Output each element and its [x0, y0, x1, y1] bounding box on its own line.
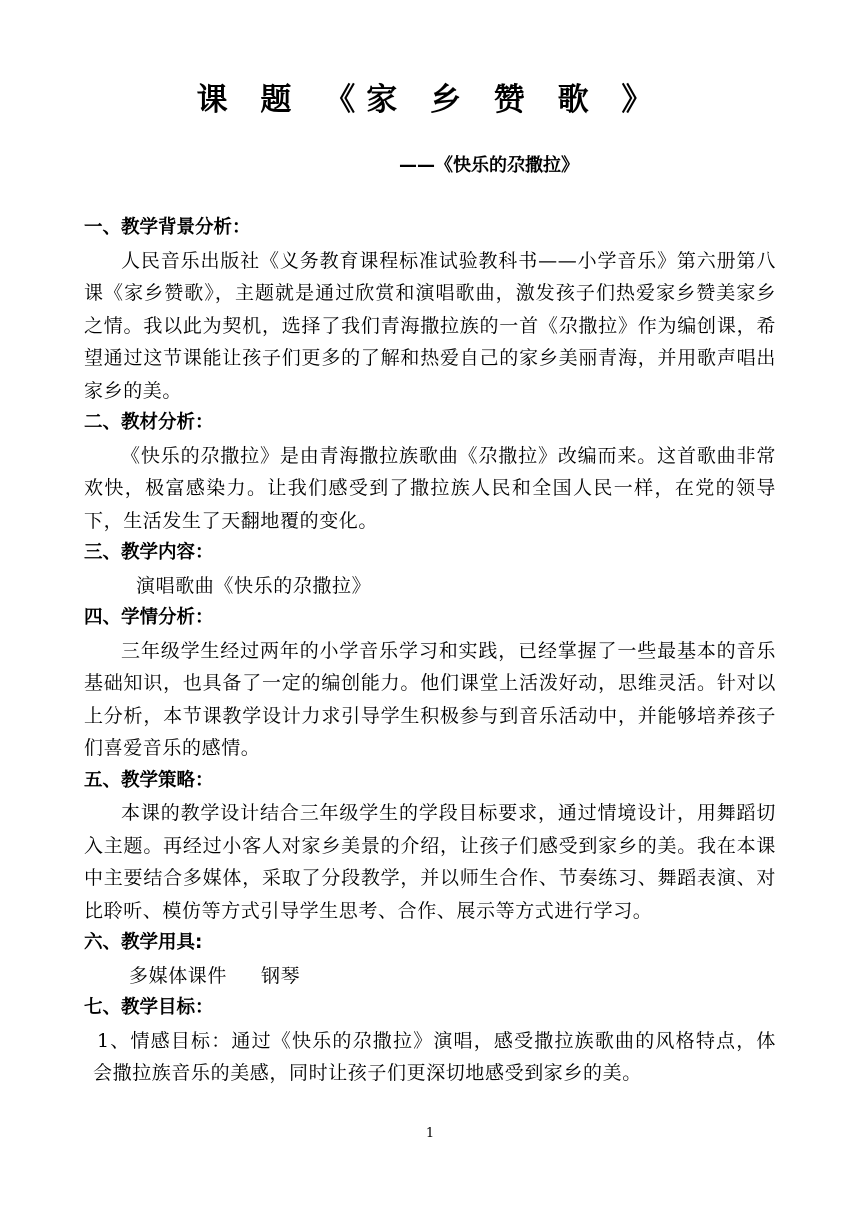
section-paragraph: 《快乐的尕撒拉》是由青海撒拉族歌曲《尕撒拉》改编而来。这首歌曲非常欢快，极富感染力。让我们感受到了撒拉族人民和全国人民一样，在党的领导下，生活发生了天翻地覆的变化。 [84, 444, 776, 532]
document-title: 课 题 《家 乡 赞 歌 》 [196, 82, 664, 118]
section-heading: 五、教学策略： [84, 769, 214, 791]
tool-item: 钢琴 [261, 964, 301, 987]
section-teaching-content [84, 537, 776, 602]
section-line: 演唱歌曲《快乐的尕撒拉》 [136, 574, 372, 597]
document-subtitle: ——《快乐的尕撒拉》 [399, 155, 579, 176]
section-material-analysis [84, 407, 776, 537]
goal-paragraph: 1、情感目标：通过《快乐的尕撒拉》演唱，感受撒拉族歌曲的风格特点，体会撒拉族音乐的美感，同时让孩子们更深切地感受到家乡的美。 [93, 1029, 776, 1084]
section-heading: 二、教材分析： [84, 412, 214, 433]
section-heading: 四、学情分析： [84, 607, 214, 628]
document-body [84, 212, 776, 1090]
section-teaching-goals [84, 992, 776, 1090]
section-paragraph: 人民音乐出版社《义务教育课程标准试验教科书——小学音乐》第六册第八课《家乡赞歌》，主题就是通过欣赏和演唱歌曲，激发孩子们热爱家乡赞美家乡之情。我以此为契机，选择了我们青海撒拉族的一首《尕撒拉》作为编创课，希望通过这节课能让孩子们更多的了解和热爱自己的家乡美丽青海，并用歌声唱出家乡的美。 [84, 249, 776, 402]
section-background [84, 212, 776, 407]
section-heading: 七、教学目标： [84, 997, 214, 1018]
tool-item: 多媒体课件 [129, 964, 228, 987]
section-heading: 一、教学背景分析： [84, 217, 251, 238]
section-teaching-strategy [84, 765, 776, 928]
section-heading: 六、教学用具: [84, 932, 203, 953]
section-student-analysis [84, 602, 776, 765]
section-paragraph: 三年级学生经过两年的小学音乐学习和实践，已经掌握了一些最基本的音乐基础知识，也具备了一定的编创能力。他们课堂上活泼好动，思维灵活。针对以上分析，本节课教学设计力求引导学生积极参与到音乐活动中，并能够培养孩子们喜爱音乐的感情。 [84, 639, 776, 759]
section-teaching-tools [84, 927, 776, 992]
section-paragraph: 本课的教学设计结合三年级学生的学段目标要求，通过情境设计，用舞蹈切入主题。再经过小客人对家乡美景的介绍，让孩子们感受到家乡的美。我在本课中主要结合多媒体，采取了分段教学，并以师生合作、节奏练习、舞蹈表演、对比聆听、模仿等方式引导学生思考、合作、展示等方式进行学习。 [84, 802, 776, 922]
section-heading: 三、教学内容： [84, 542, 214, 563]
page-number: 1 [425, 1126, 435, 1141]
tools-line [84, 960, 776, 993]
